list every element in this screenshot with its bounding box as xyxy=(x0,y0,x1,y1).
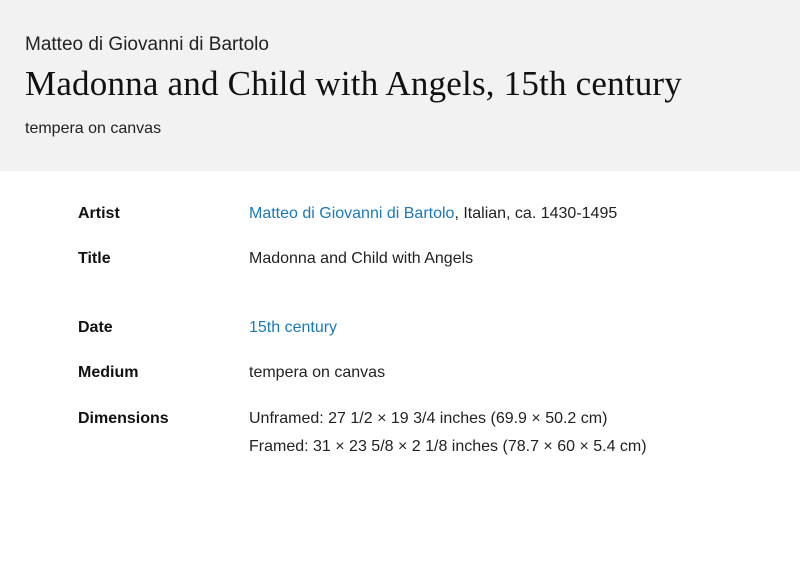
detail-value-medium: tempera on canvas xyxy=(249,364,386,381)
artist-nationality-dates: , Italian, ca. 1430-1495 xyxy=(454,205,618,222)
detail-label-medium: Medium xyxy=(78,364,139,381)
detail-label-date: Date xyxy=(78,319,113,336)
header-medium: tempera on canvas xyxy=(25,120,162,137)
dimensions-unframed: Unframed: 27 1/2 × 19 3/4 inches (69.9 × 50.2 cm) xyxy=(249,410,608,427)
artist-link[interactable]: Matteo di Giovanni di Bartolo xyxy=(249,205,455,222)
artwork-header xyxy=(0,0,800,171)
detail-value-date xyxy=(249,314,337,342)
detail-value-dimensions xyxy=(249,405,647,461)
date-link[interactable]: 15th century xyxy=(249,319,338,336)
detail-label-artist: Artist xyxy=(78,205,120,222)
dimensions-framed: Framed: 31 × 23 5/8 × 2 1/8 inches (78.7 × 60 × 5.4 cm) xyxy=(249,438,647,455)
detail-label-dimensions: Dimensions xyxy=(78,410,169,427)
detail-value-title: Madonna and Child with Angels xyxy=(249,250,474,267)
header-artist: Matteo di Giovanni di Bartolo xyxy=(25,34,269,55)
page-title: Madonna and Child with Angels, 15th century xyxy=(25,64,682,103)
detail-label-title: Title xyxy=(78,250,111,267)
detail-value-artist xyxy=(249,200,617,228)
